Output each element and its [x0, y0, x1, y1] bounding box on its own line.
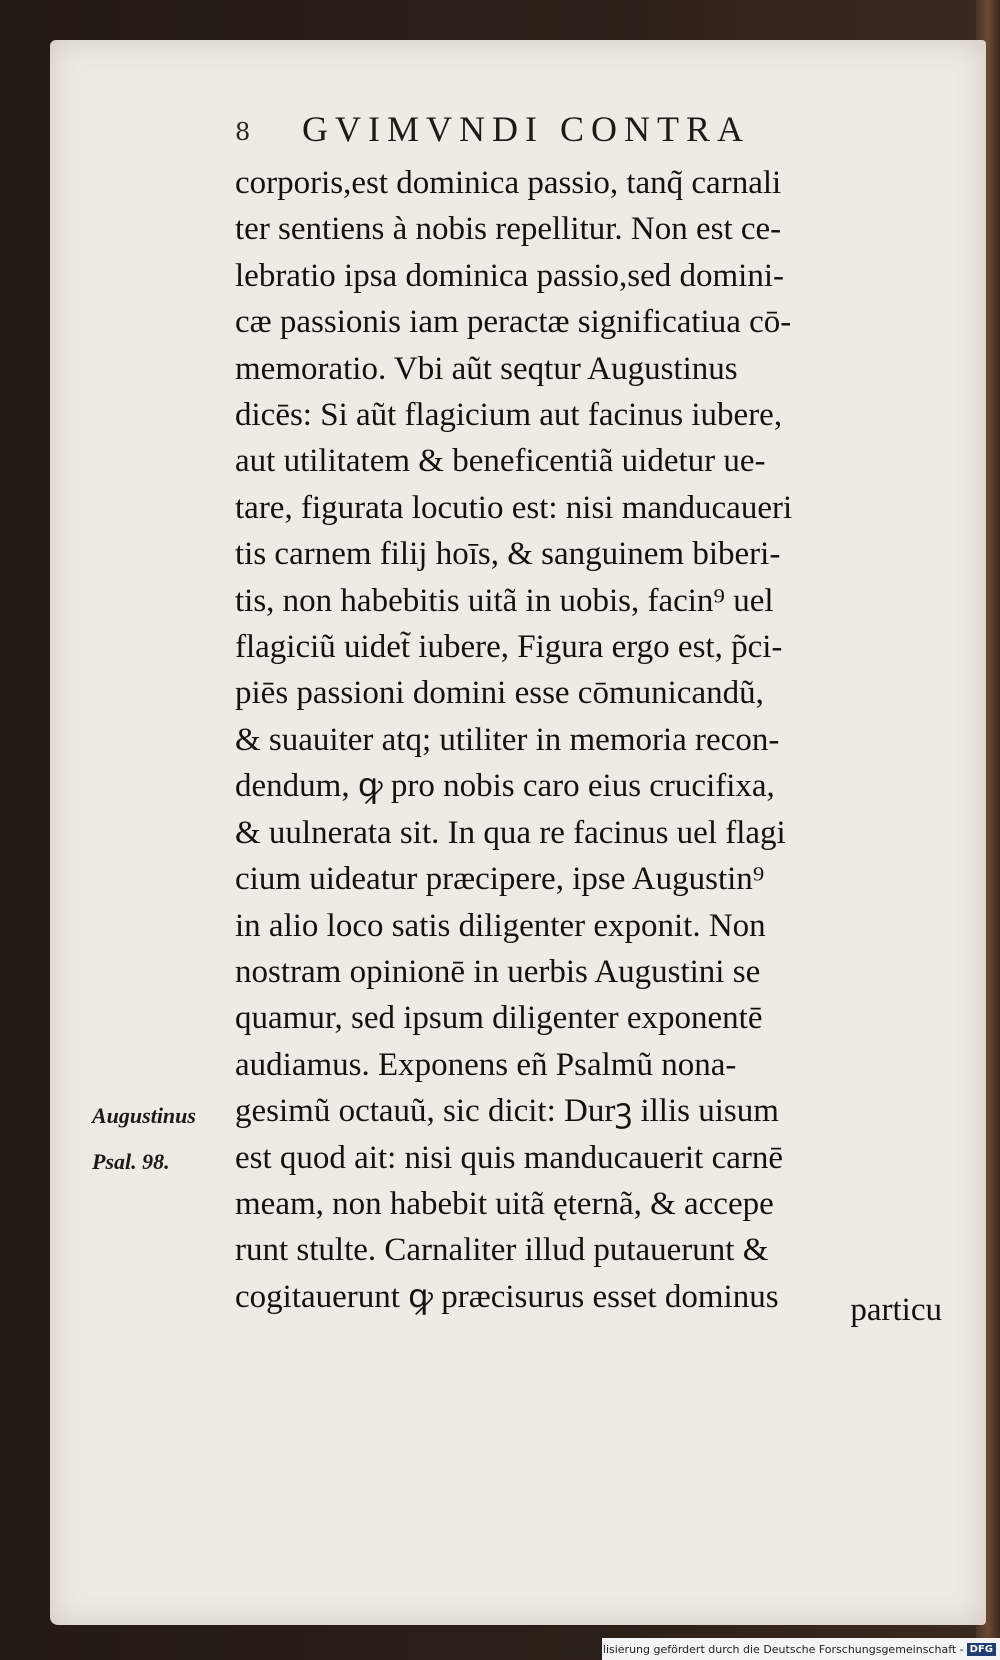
catchword: particu [850, 1292, 942, 1328]
text-line: dicēs: Si aũt flagicium aut facinus iubere, [235, 397, 783, 434]
text-line: runt stulte. Carnaliter illud putauerunt & [235, 1232, 769, 1269]
text-line: cium uideatur præcipere, ipse Augustin⁹ [235, 861, 765, 898]
text-line: flagiciũ uidet̃ iubere, Figura ergo est, p̃ci- [235, 629, 783, 666]
dfg-logo: DFG [967, 1643, 996, 1656]
text-line: est quod ait: nisi quis manducauerit carnē [235, 1139, 784, 1176]
text-line: cogitauerunt ꝙ præcisurus esset dominus [235, 1278, 779, 1315]
text-line: in alio loco satis diligenter exponit. Non [235, 907, 766, 944]
text-line: & suauiter atq; utiliter in memoria recon- [235, 721, 780, 758]
text-line: piēs passioni domini esse cōmunicandũ, [235, 675, 764, 712]
text-line: tare, figurata locutio est: nisi manducaueri [235, 489, 793, 526]
text-line: dendum, ꝙ pro nobis caro eius crucifixa, [235, 768, 775, 805]
text-line: memoratio. Vbi aũt seqtur Augustinus [235, 350, 738, 387]
main-text-block [235, 160, 955, 1320]
marginal-note-reference: Psal. 98. [92, 1149, 170, 1174]
text-line: audiamus. Exponens eñ Psalmũ nona- [235, 1046, 737, 1083]
text-line: quamur, sed ipsum diligenter exponentē [235, 1000, 763, 1037]
page-number: 8 [235, 118, 251, 146]
text-line: nostram opinionē in uerbis Augustini se [235, 953, 761, 990]
text-line: tis, non habebitis uitã in uobis, facin⁹ uel [235, 582, 774, 619]
funding-credit: Digitalisierung gefördert durch die Deutsche Forschungsgemeinschaft - [570, 1642, 964, 1656]
marginal-note-author: Augustinus [92, 1103, 196, 1128]
text-line: aut utilitatem & beneficentiã uidetur ue- [235, 443, 766, 480]
digitization-footer [570, 1638, 1000, 1660]
text-line: meam, non habebit uitã ęternã, & accepe [235, 1185, 774, 1222]
text-line: cæ passionis iam peractæ significatiua cō- [235, 304, 792, 341]
text-line: tis carnem filij hoīs, & sanguinem biberi- [235, 536, 781, 573]
text-line: corporis,est dominica passio, tanq̃ carnali [235, 165, 782, 201]
text-line: & uulnerata sit. In qua re facinus uel flagi [235, 814, 786, 851]
text-line: lebratio ipsa dominica passio,sed domini- [235, 257, 784, 294]
text-line: gesimũ octauũ, sic dicit: Durꝫ illis uisum [235, 1093, 779, 1130]
marginal-note [92, 1093, 242, 1185]
text-line: ter sentiens à nobis repellitur. Non est ce- [235, 211, 782, 248]
running-head: GVIMVNDI CONTRA [302, 109, 750, 149]
